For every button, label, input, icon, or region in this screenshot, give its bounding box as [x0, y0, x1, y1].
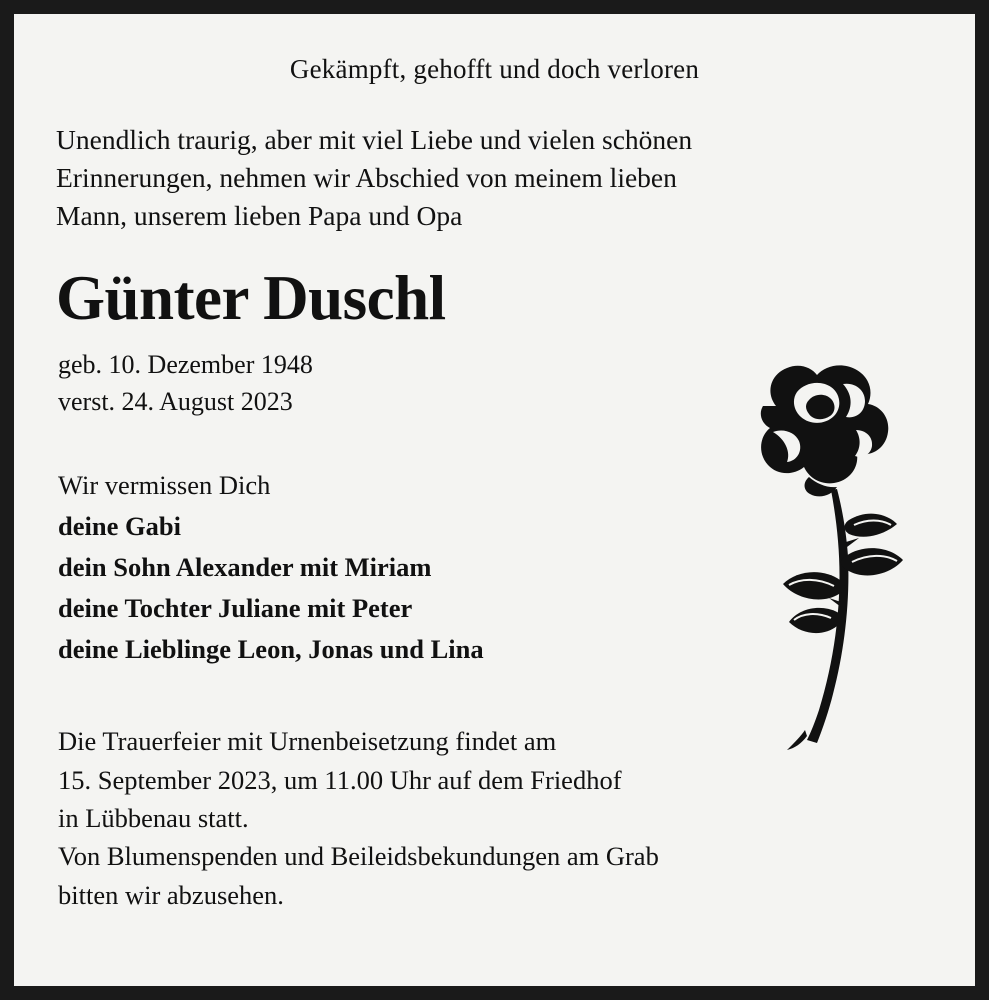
intro-line-2: Erinnerungen, nehmen wir Abschied von meinem lieben	[56, 161, 677, 193]
farewell-line: Wir vermissen Dich	[58, 469, 271, 500]
ceremony-line-2: 15. September 2023, um 11.00 Uhr auf dem Friedhof	[58, 764, 622, 795]
ceremony-line-4: Von Blumenspenden und Beileidsbekundungen am Grab	[58, 841, 659, 872]
intro-text	[56, 121, 916, 235]
deceased-name: Günter Duschl	[56, 262, 446, 333]
family-member-1: deine Gabi	[58, 510, 181, 541]
headline: Gekämpft, gehofft und doch verloren	[289, 54, 700, 84]
family-member-2: dein Sohn Alexander mit Miriam	[58, 551, 432, 582]
intro-line-1: Unendlich traurig, aber mit viel Liebe und vielen schönen	[56, 124, 693, 155]
birth-date: geb. 10. Dezember 1948	[58, 349, 313, 379]
ceremony-line-1: Die Trauerfeier mit Urnenbeisetzung findet am	[58, 726, 557, 757]
family-member-4: deine Lieblinge Leon, Jonas und Lina	[58, 634, 484, 665]
family-member-3: deine Tochter Juliane mit Peter	[58, 592, 413, 623]
rose-icon	[713, 344, 923, 754]
ceremony-line-3: in Lübbenau statt.	[58, 802, 249, 833]
ceremony-line-5: bitten wir abzusehen.	[58, 879, 284, 910]
intro-line-3: Mann, unserem lieben Papa und Opa	[56, 199, 463, 231]
obituary-card	[14, 14, 975, 986]
death-date: verst. 24. August 2023	[58, 386, 293, 416]
